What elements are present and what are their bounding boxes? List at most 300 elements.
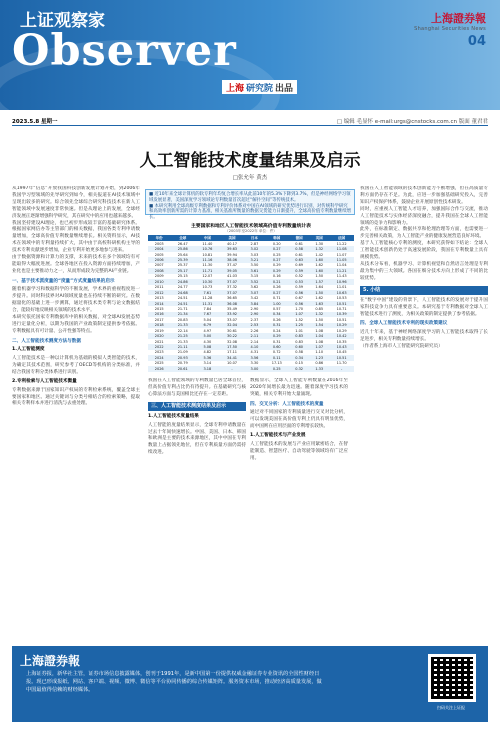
table-cell: 2015: [154, 306, 164, 311]
table-cell: 10.29: [329, 323, 354, 328]
table-cell: 3.02: [244, 246, 264, 251]
table-cell: 10.71: [336, 306, 347, 311]
table-cell: 0.34: [264, 312, 289, 317]
editor-note-1: ■ 近10年来全球计算机的软专利年均复合增长率从此前10年的5.3%下降到3.7%，但是神经网络学习领域发展显著，美国深度学习领域论专利数量首次超过“解扑空间”等传统技术。: [149, 192, 351, 203]
table-cell: 25.15: [177, 274, 188, 279]
table-cell: 30.61: [227, 328, 238, 333]
table-cell: 0.15: [295, 361, 304, 366]
table-cell: 1.07: [309, 344, 329, 349]
table-cell: 25.86: [170, 246, 195, 251]
table-cell: 2008: [148, 268, 170, 273]
table-row: [148, 312, 354, 317]
table-cell: 2.11: [244, 333, 264, 338]
table-cell: 0.61: [295, 252, 304, 257]
table-cell: 11.71: [195, 268, 220, 273]
table-cell: 38.06: [220, 257, 245, 262]
table-cell: 24.86: [170, 279, 195, 284]
table-cell: 3.21: [244, 257, 264, 262]
table-cell: 0.26: [272, 285, 281, 290]
sub-heading: 2.专利检索与人工智能技术衡量: [12, 378, 77, 384]
table-cell: 24.51: [177, 296, 188, 301]
table-cell: 0.59: [295, 285, 304, 290]
table-row: [148, 323, 354, 328]
table-cell: 10.51: [329, 355, 354, 360]
table-cell: 0.67: [295, 296, 304, 301]
section-bar: 三、人工智能技术测度结果及启示: [148, 402, 246, 411]
table-cell: 0.83: [295, 339, 304, 344]
table-cell: 37.07: [220, 290, 245, 295]
table-cell: 0.21: [264, 279, 289, 284]
table-cell: 2.90: [250, 306, 259, 311]
table-cell: 2010: [148, 279, 170, 284]
table-cell: 5.08: [195, 344, 220, 349]
qr-code[interactable]: [428, 654, 476, 702]
paragraph: 人工智能技术的发展与产业应用紧密结合，在智能制造、智慧医疗、自动驾驶等领域均有广泛应用。: [250, 441, 348, 461]
paragraph: 专利数据来源于国家知识产权局的专利检索系统，覆盖全球主要国家和地区。通过关键词与分类号相结合的检索策略，提取相关专利样本并进行清洗与去重处理。: [12, 387, 140, 407]
brand-badge-b: 研究院: [246, 83, 274, 94]
paragraph: 我国在人工智能领域的技术创新能力不断增强，但在高质量专利方面仍存在不足。为此，应进一步加强基础研究投入，完善知识产权保护体系，鼓励企业开展原创性技术研发。: [360, 186, 488, 205]
table-cell: 0.85: [315, 306, 324, 311]
section-bar: 5. 小结: [360, 286, 488, 295]
table-cell: 24.77: [177, 285, 188, 290]
table-cell: 3.30: [250, 361, 259, 366]
table-cell: 2019: [154, 328, 164, 333]
table-cell: 1.70: [295, 306, 304, 311]
table-cell: 2004: [148, 246, 170, 251]
table-cell: 2007: [154, 263, 164, 268]
table-cell: 0.86: [315, 361, 324, 366]
table-row: [148, 252, 354, 257]
table-cell: 3.18: [195, 366, 220, 371]
table-cell: 0.56: [289, 301, 309, 306]
table-cell: 0.29: [272, 263, 281, 268]
table-row: [148, 344, 354, 349]
table-cell: 0.34: [289, 355, 309, 360]
table-row: [148, 295, 354, 300]
table-cell: 11.40: [202, 241, 213, 246]
paragraph: 本研究依托国家专利数据库中的相关数据，对全球AI发展态势进行定量化分析，以期为我国的产业政策制定提供参考依据。专利数据具有可计量、公开性强等特点。: [12, 314, 140, 334]
table-cell: 0.24: [272, 328, 281, 333]
table-cell: 26.47: [177, 241, 188, 246]
paragraph: 从1997年“信息”开放我国科技创新发展计划开始，到2006年我国学习型领域的先导研究到如今，相关报道在AI技术领域中呈现出较多的研究。综合领先全球综合研究科技技术在新人工智能领域中发展速度非常快速。但是从理论上的发展，全球经济发展正逐渐增强科学研究，其在研究中的应用也越来越多。: [12, 186, 140, 219]
qr-label: 扫码关注上证报: [437, 705, 465, 710]
table-cell: 10.30: [195, 279, 220, 284]
table-cell: 1.50: [315, 317, 324, 322]
table-cell: 7.84: [203, 306, 212, 311]
table-cell: 21.34: [170, 312, 195, 317]
table-cell: 4.97: [203, 328, 212, 333]
table-cell: 0.31: [264, 323, 289, 328]
table-row: [148, 268, 354, 273]
table-cell: 7.61: [195, 290, 220, 295]
table-cell: 10.42: [329, 333, 354, 338]
table-cell: 1.57: [309, 279, 329, 284]
table-cell: 3.07: [244, 290, 264, 295]
table-cell: 2022: [148, 344, 170, 349]
table-cell: 0.11: [264, 355, 289, 360]
table-cell: 2.26: [250, 328, 259, 333]
table-header-cell: 韩国: [264, 235, 289, 241]
table-cell: 0.31: [272, 339, 281, 344]
table-row: [148, 350, 354, 355]
table-row: [148, 279, 354, 284]
table-cell: 2.90: [244, 312, 264, 317]
table-cell: 1.23: [309, 355, 329, 360]
table-row: [148, 333, 354, 338]
table-cell: 1.62: [315, 263, 324, 268]
table-cell: 32.04: [220, 323, 245, 328]
article-column-5: [360, 186, 488, 640]
issue-meta-bar: [12, 116, 488, 126]
paragraph: 人工智能技术是一种以计算机为基础的模拟人类智能的技术，为确定其技术范围，研究参考了OECD等机构的分类标准，并结合我国专利分类体系进行识别。: [12, 356, 140, 375]
table-cell: 0.29: [264, 333, 289, 338]
table-cell: 11.31: [195, 301, 220, 306]
table-row: [148, 328, 354, 333]
table-cell: 11.08: [329, 246, 354, 251]
table-cell: 25.17: [170, 268, 195, 273]
table-cell: 0.25: [264, 366, 289, 371]
table-cell: 39.63: [220, 246, 245, 251]
table-row: [148, 306, 354, 311]
table-header-cell: 德国: [289, 235, 309, 241]
table-cell: 37.07: [220, 279, 245, 284]
table-cell: 1.50: [309, 290, 329, 295]
table-header-cell: 日本: [244, 235, 264, 241]
table-cell: 0.27: [264, 257, 289, 262]
table-cell: 4.31: [250, 350, 259, 355]
page-number: 04: [467, 34, 486, 49]
paragraph: 数据显示，全球人工智能专利数量在2016年至2020年间增长最为迅速。随着深度学习技术的突破，相关专利开始大量涌现。: [250, 378, 348, 397]
table-cell: 0.56: [289, 290, 309, 295]
table-cell: 11.16: [195, 257, 220, 262]
table-cell: 3.14: [203, 361, 212, 366]
table-cell: 3.61: [244, 268, 264, 273]
table-cell: 0.20: [272, 241, 281, 246]
table-cell: 39.94: [227, 252, 238, 257]
table-cell: 0.72: [272, 350, 281, 355]
table-cell: 2003: [154, 241, 164, 246]
table-row: [148, 274, 354, 279]
table-cell: 40.17: [227, 241, 238, 246]
table-cell: 0.29: [264, 268, 289, 273]
table-cell: 2009: [154, 274, 164, 279]
table-cell: 20.93: [170, 355, 195, 360]
table-cell: 41.03: [227, 274, 238, 279]
table-cell: 0.71: [272, 296, 281, 301]
table-row: [148, 263, 354, 268]
column-title-large: Observer: [12, 26, 237, 76]
paragraph: 此外，在标准制定、数据共享和伦理治理等方面，也需要进一步完善相关政策，为人工智能产业的健康发展营造良好环境。: [360, 227, 488, 240]
table-cell: 17.50: [220, 344, 245, 349]
table-cell: 2017: [154, 317, 164, 322]
table-cell: 11.43: [336, 274, 347, 279]
paragraph: 在“数字中国”建设的背景下，人工智能技术的发展对于提升国家科技竞争力具有重要意义。本研究基于专利数据对全球人工智能技术进行了测度，为相关政策的制定提供了参考依据。: [360, 297, 488, 317]
table-cell: 4.82: [203, 350, 212, 355]
table-cell: 10.35: [336, 339, 347, 344]
table-cell: 25.37: [177, 263, 188, 268]
table-cell: 10.39: [329, 312, 354, 317]
table-cell: 1.25: [289, 323, 309, 328]
article-column-3: [250, 378, 348, 640]
column-banner: [0, 0, 500, 110]
table-header-cell: 年份: [148, 235, 170, 241]
table-cell: 33.07: [227, 317, 238, 322]
editor-note-2: ■ 本研究利用全球高级专利数据和专利评价体系对中国在AI领域的研究优势进行识别，对传统科学研究和高效率创新所需的计算力基准，相关基准所衡量的数据交货能力日渐提升，全球高价值专利数量继续增长。: [149, 203, 351, 221]
table-cell: 4.10: [244, 344, 264, 349]
newspaper-logo: 上海證券報: [431, 12, 486, 25]
table-cell: 1.04: [309, 333, 329, 338]
table-cell: 3.62: [250, 285, 259, 290]
table-cell: 10.96: [329, 279, 354, 284]
table-cell: 0.60: [289, 344, 309, 349]
table-cell: 1.08: [315, 328, 324, 333]
table-row: [148, 241, 354, 246]
table-cell: 30.22: [220, 333, 245, 338]
table-cell: 7.67: [195, 312, 220, 317]
paragraph: 从技术分布看，机器学习、计算机视觉和自然语言处理是专利最为集中的三大领域。各国在细分技术方向上形成了不同的比较优势。: [360, 261, 488, 281]
table-cell: 25.39: [170, 257, 195, 262]
table-cell: -: [329, 366, 354, 371]
table-cell: 11.70: [336, 361, 347, 366]
table-cell: 36.08: [220, 301, 245, 306]
table-cell: 1.08: [315, 339, 324, 344]
table-cell: 1.62: [315, 296, 324, 301]
table-cell: 17.13: [271, 361, 282, 366]
table-cell: 2014: [148, 301, 170, 306]
table-cell: 36.65: [227, 296, 238, 301]
table-cell: 0.52: [295, 274, 304, 279]
table-cell: 11.04: [336, 263, 347, 268]
table-cell: 2005: [154, 252, 164, 257]
table-cell: 21.11: [170, 344, 195, 349]
column-title: 上证观察家: [20, 11, 105, 31]
table-cell: 11.22: [336, 241, 347, 246]
table-cell: 3.42: [250, 296, 259, 301]
section-heading: 二、人工智能技术测度方法与数据: [12, 338, 81, 344]
section-heading: 一、基于技术派度量的“度量”方式度量结果的启示: [12, 278, 115, 284]
table-cell: 0.27: [264, 246, 289, 251]
brand-badge: [222, 80, 297, 94]
author-note: （作者系上海市人工智能研究院研究员）: [360, 343, 443, 349]
section-heading: 四、全球人工智能技术专利的现实政策建议: [360, 321, 448, 327]
table-cell: 0.53: [289, 279, 309, 284]
table-header-cell: 中国: [195, 235, 220, 241]
table-cell: 5.36: [195, 355, 220, 360]
table-cell: 32.08: [227, 339, 238, 344]
table-cell: 0.25: [272, 252, 281, 257]
table-cell: 0.57: [272, 306, 281, 311]
issue-date: 2023.5.8 星期一: [12, 118, 58, 125]
table-cell: 3.52: [244, 279, 264, 284]
table-cell: 1.32: [309, 246, 329, 251]
table-cell: 21.33: [170, 323, 195, 328]
table-row: [148, 361, 354, 366]
table-cell: 39.05: [220, 268, 245, 273]
table-cell: 2020: [148, 333, 170, 338]
table-cell: 2018: [148, 323, 170, 328]
masthead: [414, 10, 486, 49]
table-cell: 20.83: [177, 317, 188, 322]
table-cell: 2021: [154, 339, 164, 344]
table-cell: 11.30: [202, 263, 213, 268]
table-cell: 4.30: [203, 339, 212, 344]
table-cell: 0.27: [264, 290, 289, 295]
paragraph: 由于数据资源和计算力的支撑，未来的技术在多个领域均有可能取得大幅度进展。全球各地区在投入资源方面持续增加，产业化也是主要推动力之一，从而形成较为完整的AI产业链。: [12, 255, 140, 274]
table-cell: 10.76: [195, 246, 220, 251]
table-cell: 1.07: [289, 312, 309, 317]
table-cell: 2006: [148, 257, 170, 262]
table-cell: 0.83: [289, 333, 309, 338]
brand-badge-a: 上海: [226, 83, 245, 94]
table-cell: 35.49: [227, 306, 238, 311]
patent-table: [148, 235, 354, 372]
paragraph: 我国坚持建设AI理论，也已初步形成较丰富的基础研究体系。根据国家网信办等主管部门的相关数据，我国各类专利申请数量增加，全球高价值专利数量继续增长。相关资料显示，AI技术在领域中的专利量持续扩大，其中由于高校科研机构主导的技术专利贡献逐步增加，企业专利开始更多地参与进来。: [12, 220, 140, 254]
table-row: [148, 246, 354, 251]
paragraph: 通过对不同国家的专利质量进行交叉对比分析，可以发现美国在高价值专利上仍具有明显优势，而中国则在应用层面的专利增长较快。: [250, 410, 348, 430]
paragraph: 基于人工智能核心专利的测度，本研究获得如下结论：全球人工智能技术创新仍处于高速发展阶段，我国在专利数量上具有规模优势。: [360, 241, 488, 261]
table-cell: 0.59: [289, 268, 309, 273]
table-cell: -: [220, 366, 245, 371]
table-cell: 1.00: [264, 301, 289, 306]
table-header-cell: 全球: [170, 235, 195, 241]
table-cell: 5.00: [195, 333, 220, 338]
table-cell: 10.63: [329, 290, 354, 295]
table-cell: 11.05: [329, 257, 354, 262]
paragraph: 同时，应重视人工智能人才培养，加强国际合作与交流，推动人工智能技术与实体经济深度融合，提升我国在全球人工智能领域的竞争力和影响力。: [360, 206, 488, 226]
table-header-cell: 美国: [220, 235, 245, 241]
table-cell: 10.07: [227, 361, 238, 366]
article-headline: 人工智能技术度量结果及启示: [139, 151, 361, 171]
table-cell: 21.25: [170, 333, 195, 338]
table-row: [148, 366, 354, 371]
table-cell: 3.84: [244, 301, 264, 306]
data-table-block: [148, 222, 354, 372]
table-cell: 20.61: [170, 366, 195, 371]
paragraph: 近几十年来，基于神经网络深度学习的人工智能技术取得了长足进步，相关专利数量持续增长。: [360, 329, 488, 342]
table-cell: 0.69: [295, 263, 304, 268]
table-cell: 2011: [154, 285, 164, 290]
paragraph: 随着机器学习和数据科学的不断发展，学术界的重视程度进一步提升。同时科技界对AI领域度量也在持续不断的研究。在数据量化的基础上进一步测算，通过将技术类专利与论文数据结合，能较好地反映相关领域的技术水平。: [12, 287, 140, 313]
table-source: （2003年至2022年 单位：件）: [225, 229, 277, 233]
table-cell: 2013: [154, 296, 164, 301]
table-cell: 0.61: [295, 241, 304, 246]
table-cell: 10.51: [336, 317, 347, 322]
footer-advertisement: [12, 646, 488, 722]
table-cell: 0.60: [264, 344, 289, 349]
table-cell: 1.60: [309, 268, 329, 273]
table-cell: 3.50: [250, 263, 259, 268]
table-cell: 10.73: [202, 285, 213, 290]
table-cell: 1.10: [315, 350, 324, 355]
sub-heading: 1.人工智能技术度量结果: [148, 413, 199, 419]
table-cell: 2.53: [244, 323, 264, 328]
table-cell: 20.79: [177, 361, 188, 366]
paragraph: 人工智能的度量结果显示，全球专利申请数量在过去十年间快速增长。中国、美国、日本、韩国和欧洲是主要的技术来源地区，其中中国在专利数量上占据领先地位，但在专利质量方面仍需持续改进。: [148, 422, 246, 456]
table-cell: 10.29: [336, 328, 347, 333]
table-cell: 3.56: [244, 355, 264, 360]
table-cell: 22.14: [177, 328, 188, 333]
table-cell: 1.64: [315, 285, 324, 290]
table-cell: 17.11: [227, 350, 238, 355]
table-cell: 2025: [154, 361, 164, 366]
table-cell: 0.32: [289, 366, 309, 371]
section-heading: 四、交叉分析：人工智能技术的度量: [250, 401, 324, 407]
table-row: [148, 355, 354, 360]
table-cell: 10.45: [336, 350, 347, 355]
table-header-cell: 法国: [329, 235, 354, 241]
editor-info: □ 编辑 毛显怀 e-mail:urgs@cnstocks.com.cn 版面 董君君: [336, 118, 488, 125]
table-cell: 2.14: [250, 339, 259, 344]
table-cell: 34.41: [220, 355, 245, 360]
table-cell: 1.32: [309, 312, 329, 317]
table-cell: 1.54: [309, 323, 329, 328]
table-cell: 6.79: [195, 323, 220, 328]
table-cell: 1.42: [315, 252, 324, 257]
table-cell: 21.33: [177, 339, 188, 344]
table-cell: 37.32: [227, 285, 238, 290]
table-cell: 10.43: [329, 344, 354, 349]
article-column-1: [12, 186, 140, 640]
table-cell: 11.07: [336, 252, 347, 257]
newspaper-logo-en: Shanghai Securities News: [414, 26, 486, 32]
table-row: [148, 301, 354, 306]
table-cell: 2026: [148, 366, 170, 371]
table-cell: 11.28: [202, 296, 213, 301]
table-cell: 2.37: [250, 317, 259, 322]
table-cell: 0.16: [272, 274, 281, 279]
table-header-cell: 英国: [309, 235, 329, 241]
table-cell: 10.53: [336, 296, 347, 301]
table-title: 主要国家和地区人工智能技术领域高价值专利数量统计表: [191, 224, 311, 229]
sub-heading: 1.人工智能技术与产业发展: [250, 432, 306, 438]
table-cell: 33.92: [220, 312, 245, 317]
table-row: [148, 285, 354, 290]
table-cell: 11.01: [336, 285, 347, 290]
table-cell: 37.47: [227, 263, 238, 268]
sub-heading: 1.人工智能测度: [12, 347, 45, 353]
table-cell: 1.30: [315, 241, 324, 246]
table-cell: 0.26: [272, 317, 281, 322]
table-cell: 5.04: [203, 317, 212, 322]
table-cell: 24.51: [170, 301, 195, 306]
table-cell: 1.01: [295, 328, 304, 333]
footer-logo: 上海證券報: [20, 654, 81, 668]
table-cell: 2024: [148, 355, 170, 360]
article-column-2: [148, 378, 246, 640]
table-cell: 10.81: [202, 252, 213, 257]
table-cell: 0.58: [295, 350, 304, 355]
table-cell: 0.63: [289, 257, 309, 262]
table-cell: 1.63: [309, 301, 329, 306]
table-row: [148, 339, 354, 344]
table-cell: 2.87: [250, 241, 259, 246]
table-cell: 3.00: [244, 366, 264, 371]
table-row: [148, 257, 354, 262]
table-cell: 21.71: [177, 306, 188, 311]
table-cell: 25.64: [177, 252, 188, 257]
table-cell: 10.51: [329, 301, 354, 306]
table-cell: 12.07: [202, 274, 213, 279]
table-cell: 21.09: [177, 350, 188, 355]
table-cell: 1.60: [309, 257, 329, 262]
table-cell: 24.68: [170, 290, 195, 295]
table-cell: 3.03: [250, 252, 259, 257]
paragraph: 我国在人工智能领域的专利数量已居全球首位，但高价值专利占比仍有待提升。在基础研究与核心算法方面与美国相比还存在一定差距。: [148, 378, 246, 397]
table-cell: 11.21: [329, 268, 354, 273]
table-cell: 2023: [154, 350, 164, 355]
table-cell: 1.50: [315, 274, 324, 279]
footer-text: 上海证券报，新华社主管，证券市场信息披露媒体，创刊于1991年，是新中国第一份提供权威金融证券专业资讯的全国性财经日报。现已形成报纸、网站、客户端、视频、微博、微信等平台协同传播的综合传媒矩阵。服务资本市场，推动经济高质量发展，做中国最值得信赖的财经媒体。: [26, 671, 322, 693]
